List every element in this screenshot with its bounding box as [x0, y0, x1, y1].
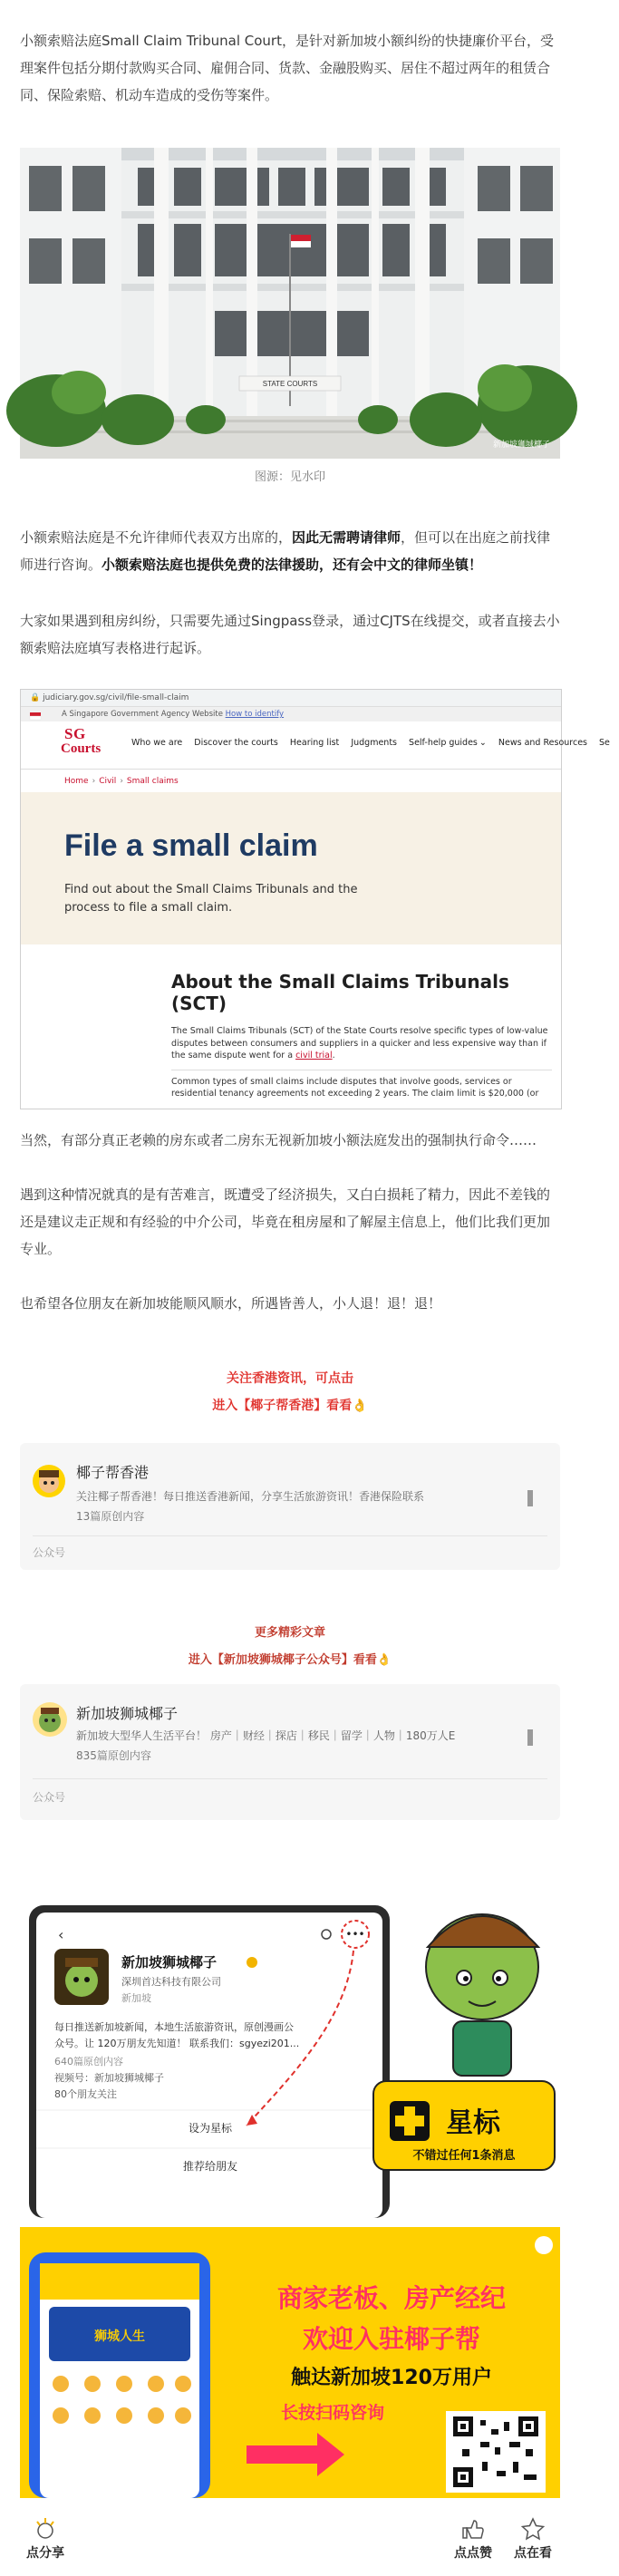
svg-text:•••: •••: [345, 1928, 365, 1941]
promo-bio-line1: 每日推送新加坡新闻，本地生活旅游资讯，原创漫画公: [54, 2021, 294, 2033]
scroll-grip: [527, 1490, 533, 1506]
breadcrumb: Home › Civil › Small claims: [64, 777, 179, 786]
paragraph-how-to-sue: 大家如果遇到租房纠纷，只需要先通过Singpass登录，通过CJTS在线提交，或者直接去小额索赔法庭填写表格进行起诉。: [20, 613, 560, 656]
share-icon: [32, 2516, 59, 2542]
photo-watermark: 新加坡狮城椰子: [492, 441, 550, 450]
nav-judgments[interactable]: Judgments: [351, 738, 398, 748]
svg-text:‹: ‹: [58, 1926, 64, 1943]
account-type-hk: 公众号: [33, 1546, 66, 1559]
ad-line3: 触达新加坡120万用户: [291, 2367, 492, 2389]
ad-line4: 长按扫码咨询: [280, 2403, 385, 2423]
breadcrumb-small-claims[interactable]: Small claims: [126, 777, 179, 786]
nav-news-resources[interactable]: News and Resources: [498, 738, 587, 748]
hero-banner: [21, 792, 561, 944]
wow-label: 点在看: [514, 2546, 552, 2561]
nav-hearing-list[interactable]: Hearing list: [289, 738, 340, 748]
article-count-hk: 13篇原创内容: [76, 1510, 145, 1523]
promo-bio-line2: 众号。让 120万朋友先知道！ 联系我们：sgyezi201...: [54, 2038, 300, 2049]
account-desc-sg: 新加坡大型华人生活平台！ 房产｜财经｜探店｜移民｜留学｜人物｜180万人E: [76, 1729, 456, 1742]
nav-who-we-are[interactable]: Who we are: [131, 738, 183, 748]
promo-stat-video: 视频号：新加坡狮城椰子: [54, 2072, 164, 2084]
common-claims-paragraph: Common types of small claims include disputes that involve goods, services or residential tenancy agreements not exceeding 2 years. The claim limit is $20,000 (or: [171, 1076, 539, 1099]
ad-line1: 商家老板、房产经纪: [276, 2283, 507, 2313]
courts-nav: [131, 738, 619, 748]
share-label: 点分享: [26, 2546, 64, 2561]
url-text: judiciary.gov.sg/civil/file-small-claim: [43, 693, 189, 702]
ad-app-banner: 狮城人生: [94, 2329, 145, 2344]
chevron-down-icon: ⌄: [479, 738, 487, 748]
courts-sign-text: STATE COURTS: [262, 380, 318, 388]
breadcrumb-civil[interactable]: Civil: [99, 777, 117, 786]
account-card-sg[interactable]: [20, 1684, 560, 1820]
para2-bold-d: 小额索赔法庭也提供免费的法律援助，还有会中文的律师坐镇！: [102, 557, 483, 573]
state-courts-photo: [20, 148, 560, 459]
about-sct-heading: About the Small Claims Tribunals (SCT): [171, 971, 509, 1014]
article-count-sg: 835篇原创内容: [76, 1749, 151, 1762]
paragraph-wish: 也希望各位朋友在新加坡能顺风顺水，所遇皆善人，小人退！退！退！: [20, 1295, 442, 1312]
card-divider: [33, 1535, 547, 1536]
courts-header: [21, 721, 610, 770]
more-articles-line1: 更多精彩文章: [254, 1626, 325, 1640]
photo-caption: 图源：见水印: [254, 470, 325, 484]
nav-self-help-guides[interactable]: Self-help guides: [409, 738, 478, 748]
para2-text-a: 小额索赔法庭是不允许律师代表双方出席的，: [20, 529, 293, 546]
more-articles-line2[interactable]: 进入【新加坡狮城椰子公众号】看看👌: [188, 1653, 392, 1667]
card-divider: [33, 1778, 547, 1779]
page-subtitle: Find out about the Small Claims Tribunals and the process to file a small claim.: [64, 883, 358, 915]
account-card-hk[interactable]: [20, 1443, 560, 1570]
judiciary-website-screenshot: [20, 689, 610, 1109]
nav-more[interactable]: Se: [599, 738, 610, 748]
about-sct-text: The Small Claims Tribunals (SCT) of the State Courts resolve specific types of low-value disputes between consumers and suppliers in a quicker and less expensive way than if the same dispute went for a: [171, 1026, 548, 1060]
like-label: 点点赞: [454, 2546, 492, 2561]
promo-company: 深圳首达科技有限公司: [121, 1976, 221, 1988]
account-type-sg: 公众号: [33, 1791, 66, 1804]
share-button[interactable]: [18, 2516, 73, 2561]
bottom-action-bar: [0, 2511, 580, 2576]
promo-stat-articles: 640篇原创内容: [54, 2056, 123, 2068]
promo-menu-recommend: 推荐给朋友: [182, 2160, 238, 2173]
wow-button[interactable]: [504, 2516, 562, 2561]
promo-star-sub: 不错过任何1条消息: [412, 2149, 516, 2163]
paragraph-bad-landlord: 当然，有部分真正老赖的房东或者二房东无视新加坡小额法庭发出的强制执行命令……: [20, 1132, 537, 1148]
like-button[interactable]: [446, 2516, 500, 2561]
star-icon: [519, 2516, 546, 2542]
promo-graphic: [20, 1894, 560, 2498]
account-desc-hk: 关注椰子帮香港！每日推送香港新闻，分享生活旅游资讯！香港保险联系: [76, 1490, 425, 1503]
scroll-grip: [527, 1729, 533, 1746]
breadcrumb-home[interactable]: Home: [64, 777, 89, 786]
about-sct-section: [171, 971, 552, 1100]
para2-text-c: ，但可以在出庭之前找律师进行咨询。: [20, 529, 551, 573]
gov-banner-text: A Singapore Government Agency Website: [62, 710, 223, 719]
gov-banner: [21, 707, 561, 721]
thumbs-up-icon: [459, 2516, 487, 2542]
paragraph-advice: 遇到这种情况就真的是有苦难言，既遭受了经济损失，又白白损耗了精力，因此不差钱的还是建议走正规和有经验的中介公司，毕竟在租房屋和了解屋主信息上，他们比我们更加专业。: [20, 1186, 551, 1257]
nav-discover-courts[interactable]: Discover the courts: [194, 738, 278, 748]
promo-location: 新加坡: [121, 1992, 151, 2004]
civil-trial-link[interactable]: civil trial: [295, 1051, 333, 1060]
follow-hk-line1: 关注香港资讯，可点击: [227, 1371, 353, 1386]
about-sct-paragraph: The Small Claims Tribunals (SCT) of the State Courts resolve specific types of low-value disputes between consumers and suppliers in a quicker and less expensive way than if the same dispute went for a civil trial.: [171, 1026, 548, 1060]
avatar-sg: [33, 1702, 67, 1737]
paragraph-lawyer: [20, 524, 560, 578]
sg-courts-logo[interactable]: SG: [64, 725, 86, 742]
promo-profile-name: 新加坡狮城椰子: [121, 1954, 218, 1971]
page-title: File a small claim: [64, 828, 318, 863]
promo-menu-star: 设为星标: [188, 2122, 233, 2135]
promo-stat-friends: 80个朋友关注: [54, 2088, 117, 2100]
url-bar: 🔒 judiciary.gov.sg/civil/file-small-claim: [21, 690, 561, 707]
sg-courts-logo-text[interactable]: Courts: [61, 741, 102, 756]
para2-bold-b: 因此无需聘请律师: [292, 529, 401, 546]
avatar-hk: [33, 1465, 65, 1497]
follow-hk-line2[interactable]: 进入【椰子帮香港】看看👌: [212, 1399, 368, 1413]
account-name-hk: 椰子帮香港: [76, 1464, 150, 1481]
how-to-identify-link[interactable]: How to identify: [225, 710, 285, 719]
paragraph-intro: 小额索赔法庭Small Claim Tribunal Court，是针对新加坡小额纠纷的快捷廉价平台，受理案件包括分期付款购买合同、雇佣合同、货款、金融股购买、居住不超过两年的租赁合同、保险索赔、机动车造成的受伤等案件。: [20, 33, 554, 103]
singapore-flag-icon: [30, 711, 41, 718]
promo-star-big: 星标: [446, 2107, 500, 2139]
account-name-sg: 新加坡狮城椰子: [76, 1705, 179, 1722]
ad-line2: 欢迎入驻椰子帮: [302, 2324, 481, 2354]
